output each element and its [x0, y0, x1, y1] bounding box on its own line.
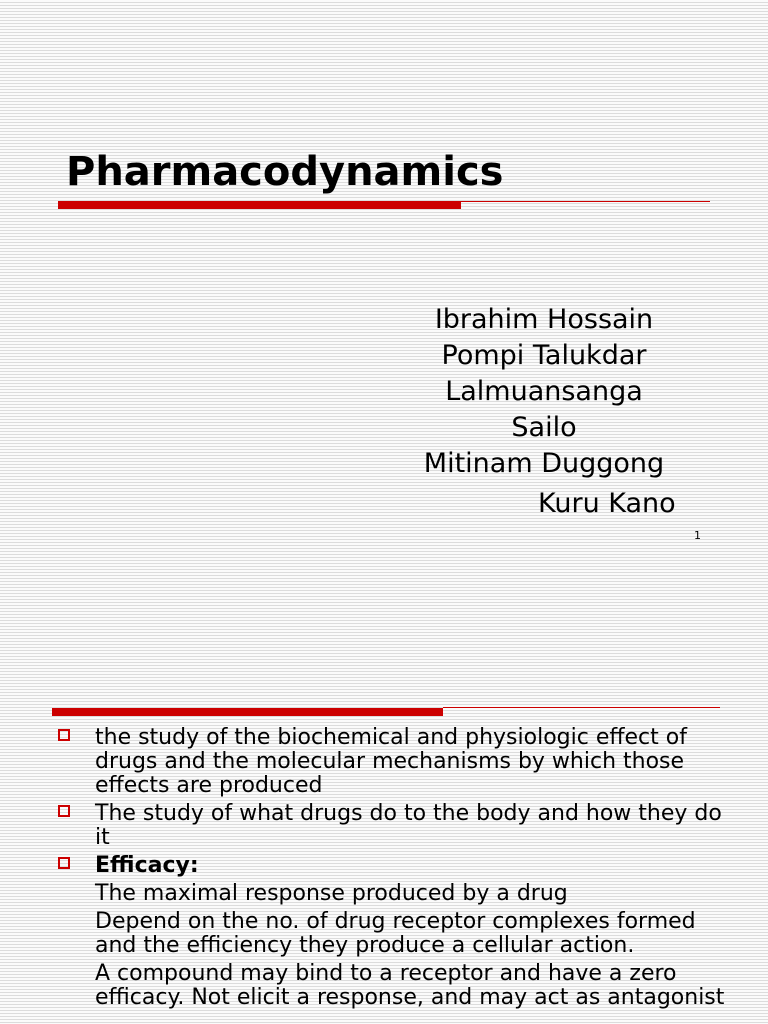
title-underline-thick — [58, 201, 461, 209]
author-name: Ibrahim Hossain — [434, 304, 654, 335]
bullet-text: The maximal response produced by a drug — [95, 881, 568, 906]
list-item — [0, 882, 768, 906]
header-rule-thin — [443, 707, 720, 708]
author-name: Mitinam Duggong — [423, 448, 665, 479]
bullet-text: A compound may bind to a receptor and have a zero efficacy. Not elicit a response, and may act as antagonist — [95, 961, 725, 1010]
content-slide — [0, 690, 768, 1024]
bullet-list — [0, 726, 768, 1014]
bullet-text: Efficacy: — [95, 853, 199, 878]
header-rule-thick — [52, 708, 443, 716]
bullet-text: The study of what drugs do to the body and how they do it — [95, 801, 722, 850]
square-bullet-icon — [58, 805, 70, 817]
slide-title: Pharmacodynamics — [66, 149, 504, 195]
title-underline-thin — [461, 201, 710, 202]
square-bullet-icon — [58, 857, 70, 869]
page-number: 1 — [694, 529, 701, 542]
square-bullet-icon — [58, 729, 70, 741]
bullet-text: the study of the biochemical and physiologic effect of drugs and the molecular mechanisms by which those effects are produced — [95, 725, 687, 798]
author-name-last: Kuru Kano — [538, 488, 676, 519]
bullet-text: Depend on the no. of drug receptor complexes formed and the efficiency they produce a cellular action. — [95, 909, 696, 958]
author-name: Lalmuansanga — [445, 376, 643, 407]
author-name: Pompi Talukdar — [441, 340, 647, 371]
author-list — [400, 302, 688, 482]
author-name: Sailo — [511, 412, 577, 443]
list-item — [0, 962, 768, 1010]
list-item — [0, 854, 768, 878]
list-item — [0, 726, 768, 798]
list-item — [0, 910, 768, 958]
list-item — [0, 802, 768, 850]
